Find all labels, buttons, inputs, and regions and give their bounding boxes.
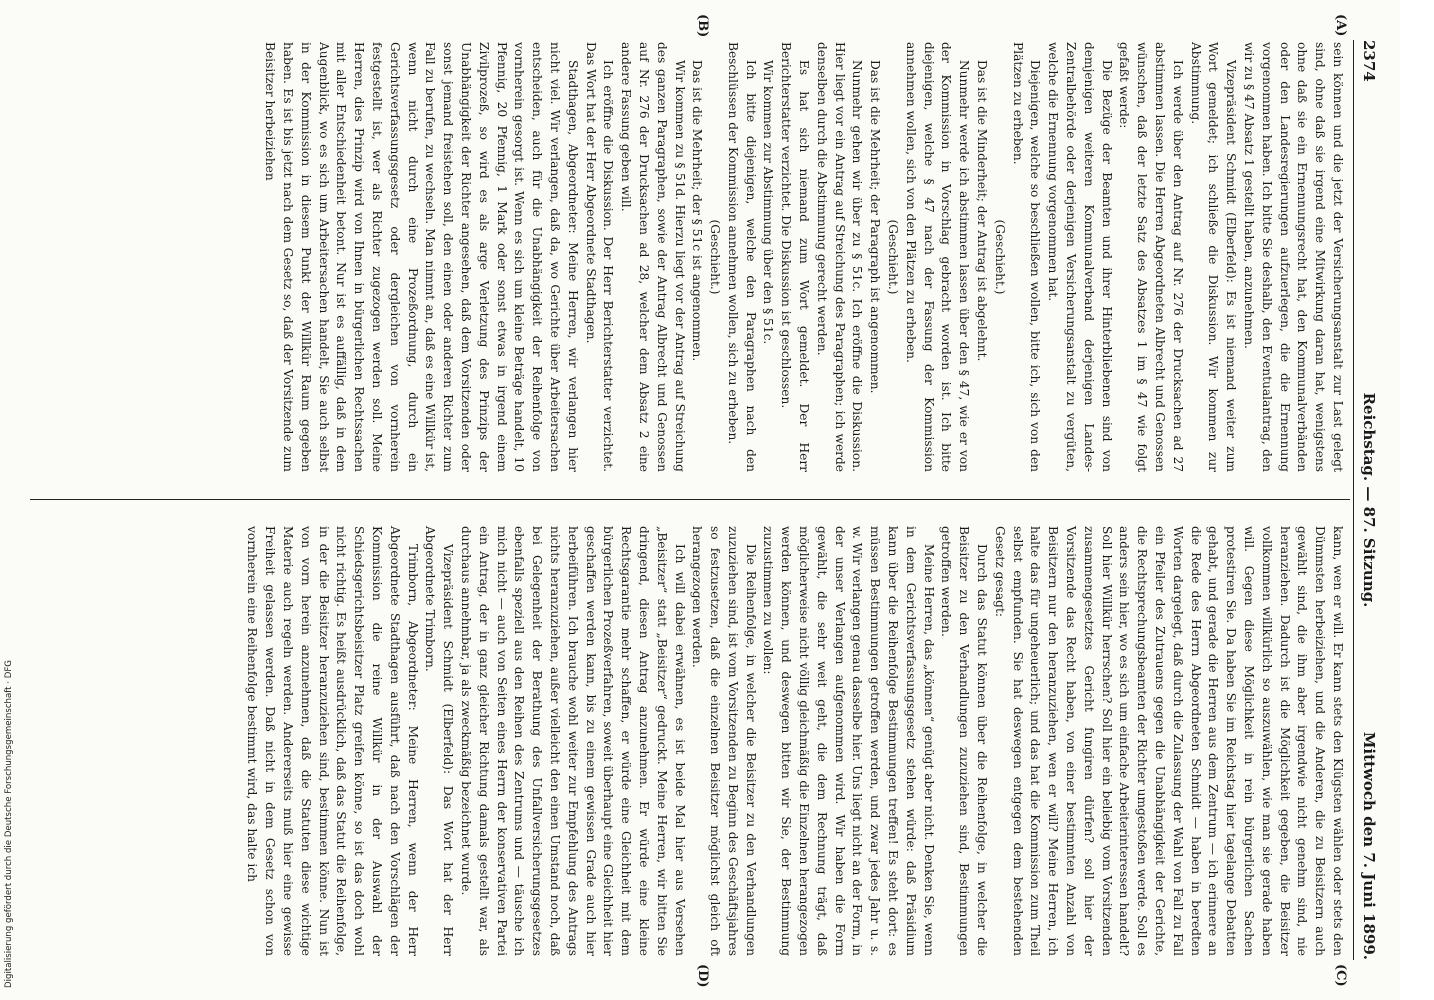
paragraph: Diejenigen, welche so beschließen wollen, bitte ich, sich von den Plätzen zu erheben. — [1010, 42, 1043, 472]
paragraph: Vizepräsident Schmidt (Elberfeld): Das Wort hat der Herr Abgeordnete Trimborn. — [423, 526, 456, 956]
paragraph: Wir kommen zu § 51d. Hierzu liegt vor der Antrag auf Streichung des ganzen Paragraphen, sowie der Antrag Albrecht und Genossen auf Nr. 276 der Drucksachen ad 28, welcher dem Absatz 2 eine andere Fassung geben will. — [619, 42, 687, 472]
column-divider — [30, 499, 1350, 500]
margin-marker-a: (A) — [1333, 14, 1348, 37]
paragraph: Es hat sich niemand zum Wort gemeldet. Der Herr Berichterstatter verzichtet. Die Diskussion ist geschlossen. — [779, 42, 812, 472]
stage-direction: (Geschieht.) — [992, 219, 1007, 295]
paragraph: Nunmehr werde ich abstimmen lassen über den § 47, wie er von der Kommission in Vorschlag gebracht worden ist. Ich bitte diejenigen, welche § 47 nach der Fassung der Kommission annehmen wollen, sich von den Plätzen zu erheben. — [903, 42, 972, 472]
paragraph: Wir kommen zur Abstimmung über den § 51c. — [761, 60, 776, 345]
paragraph: Ich bitte diejenigen, welche den Paragraphen nach den Beschlüssen der Kommission annehmen wollen, sich zu erheben. — [725, 42, 758, 472]
margin-marker-b: (B) — [695, 14, 710, 38]
paragraph: Vizepräsident Schmidt (Elberfeld): Es ist niemand weiter zum Wort gemeldet; ich schließe die Diskussion. Wir kommen zur Abstimmung. — [1188, 42, 1239, 472]
quoted-motion: Die Bezüge der Beamten und ihrer Hinterbliebenen sind von demjenigen weiteren Kommunalverband derjenigen Landes-Zentralbehörde oder derjenigen Versicherungsanstalt zu vergüten, welche die Ernennung vorgenommen hat. — [1046, 42, 1114, 472]
page-header — [1356, 40, 1378, 960]
right-column — [243, 526, 1346, 956]
paragraph: Trimborn, Abgeordneter: Meine Herren, wenn der Herr Abgeordnete Stadthagen ausführt, daß nach den Vorschlägen der Kommission die reine Willkür in der Auswahl der Schiedsgerichtsbeisitzer Platz greifen könne, so ist das doch wohl nicht richtig. Es heißt ausdrücklich, daß das Statut die Reihenfolge, in der die Beisitzer heranzuziehen sind, bestimmen könne. Nun ist von vorn herein anzunehmen, daß die Statuten diese wichtige Materie auch regeln werden. Andererseits muß hier eine gewisse Freiheit gelassen werden. Daß nicht in dem Gesetz schon von vornherein eine Reihenfolge bestimmt wird, das halte ich — [245, 526, 420, 956]
page-number: 2374 — [1360, 40, 1378, 82]
paragraph: Das ist die Mehrheit; der § 51c ist angenommen. — [690, 60, 705, 362]
quoted-motion: Die Reihenfolge, in welcher die Beisitzer zu den Verhandlungen zuzuziehen sind, ist vom Vorsitzenden zu Beginn des Geschäftsjahres so festzusetzen, daß die einzelnen Beisitzer möglichst gleich oft herangezogen werden. — [690, 526, 758, 956]
quoted-statute: Durch das Statut können über die Reihenfolge, in welcher die Beisitzer zu den Verhandlungen zuzuziehen sind, Bestimmungen getroffen werden. — [939, 526, 990, 956]
left-column — [260, 42, 1346, 472]
paragraph: Meine Herren, das „können“ genügt aber nicht. Denken Sie, wenn in dem Gerichtsverfassungsgesetz stehen würde: daß Präsidium kann über die Reihenfolge Bestimmungen treffen! Es steht dort: es müssen Bestimmungen getroffen werden, und zwar jedes Jahr u. s. w. Wir verlangen genau dasselbe hier. Uns liegt nicht an der Form, in der unser Verlangen aufgenommen wird. Wir haben die Form gewählt, die sehr weit geht, die dem Rechnung trägt, daß möglicherweise nicht völlig gleichmäßig die Einzelnen herangezogen werden können, und deswegen bitten wir Sie, der Bestimmung zuzustimmen zu wollen: — [761, 526, 936, 956]
paragraph: Ich werde über den Antrag auf Nr. 276 der Drucksachen ad 27 abstimmen lassen. Die Herren Abgeordneten Albrecht und Genossen wünschen, daß der letzte Satz des Absatzes 1 im § 47 wie folgt gefaßt werde: — [1117, 42, 1185, 472]
paragraph: Das ist die Mehrheit; der Paragraph ist angenommen. — [868, 60, 883, 394]
stage-direction: (Geschieht.) — [708, 219, 723, 295]
paragraph: Stadthagen, Abgeordneter: Meine Herren, wir verlangen hier nicht viel. Wir verlangen, daß da, wo Gerichte über Arbeitersachen entscheiden, auch für die Unabhängigkeit der Reihenfolge von vornherein gesorgt ist. Wenn es sich um kleine Beträge handelt, 10 Pfennig, 20 Pfennig, 1 Mark oder sonst etwas in irgend einem Zivilprozeß, so wird es als arge Verletzung des Prinzips der Unabhängigkeit der Richter angesehen, daß dem Vorsitzenden oder sonst jemand freistehen soll, den einen oder anderen Richter zum Fall zu berufen, zu wechseln. Man nimmt an, daß es eine Willkür ist, wenn nicht durch eine Prozeßordnung, durch ein Gerichtsverfassungsgesetz oder dergleichen von vornherein festgestellt ist, wer als Richter zugezogen werden soll. Meine Herren, dies Prinzip wird von Ihnen in bürgerlichen Rechtssachen mit aller Entschiedenheit betont. Nur ist es auffällig, daß in dem Augenblick, wo es sich um Arbeitersachen handelt, Sie auch selbst in der Kommission in diesem Punkt der Willkür Raum gegeben haben. Es ist bis jetzt nach dem Gesetz so, daß der Vorsitzende zum Beisitzer herbeiziehen — [263, 42, 580, 472]
paragraph: Ich eröffne die Diskussion. Der Herr Berichterstatter verzichtet. Das Wort hat der Herr Abgeordnete Stadthagen. — [583, 42, 616, 472]
session-date: Mittwoch den 7. Juni 1899. — [1360, 731, 1378, 960]
paragraph: Das ist die Minderheit; der Antrag ist abgelehnt. — [975, 60, 990, 362]
paragraph: kann, wen er will. Er kann stets den Klügsten wählen oder stets den Dümmsten herbeiziehen, und die Anderen, die zu Beisitzern auch gewählt sind, die ihm aber irgendwie nicht genehm sind, nie heranziehen. Dadurch ist die Möglichkeit gegeben, die Beisitzer vollkommen willkürlich so auszuwählen, wie man sie gerade haben will. Gegen diese Möglichkeit in rein bürgerlichen Sachen protestiren Sie. Da haben Sie im Reichstag hier tagelange Debatten gehabt, und gerade die Herren aus dem Zentrum — ich erinnere an die Rede des Herrn Abgeordneten Schmidt — haben in beredten Worten dargelegt, daß durch die Zulassung der Wahl von Fall zu Fall ein Pfeiler des Zutrauens gegen die Unabhängigkeit der Gerichte, die Rechtsprechungsbeamten der Richter umgestoßen werde. Soll es anders sein hier, wo es sich um einfache Arbeiterinteressen handelt? Soll hier Willkür herrschen? Soll hier ein beliebig vom Vorsitzenden zusammengesetztes Gericht fungiren dürfen? soll hier der Vorsitzende das Recht haben, von einer bestimmten Anzahl von Beisitzern nur den heranzuziehen, wen er will? Meine Herren, ich halte das für ungeheuerlich; und das hat die Kommission zum Theil selbst empfunden. Sie hat deswegen entgegen dem bestehenden Gesetz gesagt: — [992, 526, 1345, 956]
margin-marker-d: (D) — [695, 964, 710, 988]
margin-marker-c: (C) — [1333, 964, 1348, 987]
paragraph: Nunmehr gehen wir über zu § 51c. Ich eröffne die Diskussion. Hier liegt vor ein Antrag auf Streichung des Paragraphen; ich werde denselben durch die Abstimmung gerecht werden. — [814, 42, 865, 472]
paragraph: Ich will dabei erwähnen, es ist beide Mal hier aus Versehen „Beisitzer“ statt „Beisitzer“ gedruckt. Meine Herren, wir bitten Sie dringend, diesen Antrag anzunehmen. Er würde eine kleine Rechtsgarantie mehr schaffen, er würde eine Gleichheit mit dem bürgerlichen Prozeßverfahren, soweit überhaupt eine Gleichheit hier geschaffen werden kann, bis zu einem gewissen Grade auch hier herbeiführen. Ich brauche wohl weiter zur Empfehlung des Antrags nichts heranzuziehen, außer vielleicht den einen Umstand noch, daß bei Gelegenheit der Berathung des Unfallversicherungsgesetzes ebenfalls speziell aus den Reihen des Zentrums und — täusche ich mich nicht — auch von Seiten eines Herrn der konservativen Partei ein Antrag, der in ganz gleicher Richtung damals gestellt war, als durchaus annehmbar, ja als zweckmäßig bezeichnet wurde. — [458, 526, 687, 956]
stage-direction: (Geschieht.) — [886, 219, 901, 295]
session-title: Reichstag. — 87. Sitzung. — [1360, 392, 1378, 608]
digitization-credit: Digitalisierung gefördert durch die Deutsche Forschungsgemeinschaft · DFG — [4, 660, 14, 988]
header-rule — [1353, 40, 1354, 960]
paragraph: sein können und die jetzt der Versicherungsanstalt zur Last gelegt sind, ohne daß sie irgend eine Mitwirkung daran hat, wenigstens ohne daß sie ein Ernennungsrecht hat, den Kommunalverbänden oder den Landesregierungen aufzuerlegen, die die Ernennung vorgenommen haben. Ich bitte Sie deshalb, den Eventualantrag, den wir zu § 47 Absatz 1 gestellt haben, anzunehmen. — [1242, 42, 1345, 472]
